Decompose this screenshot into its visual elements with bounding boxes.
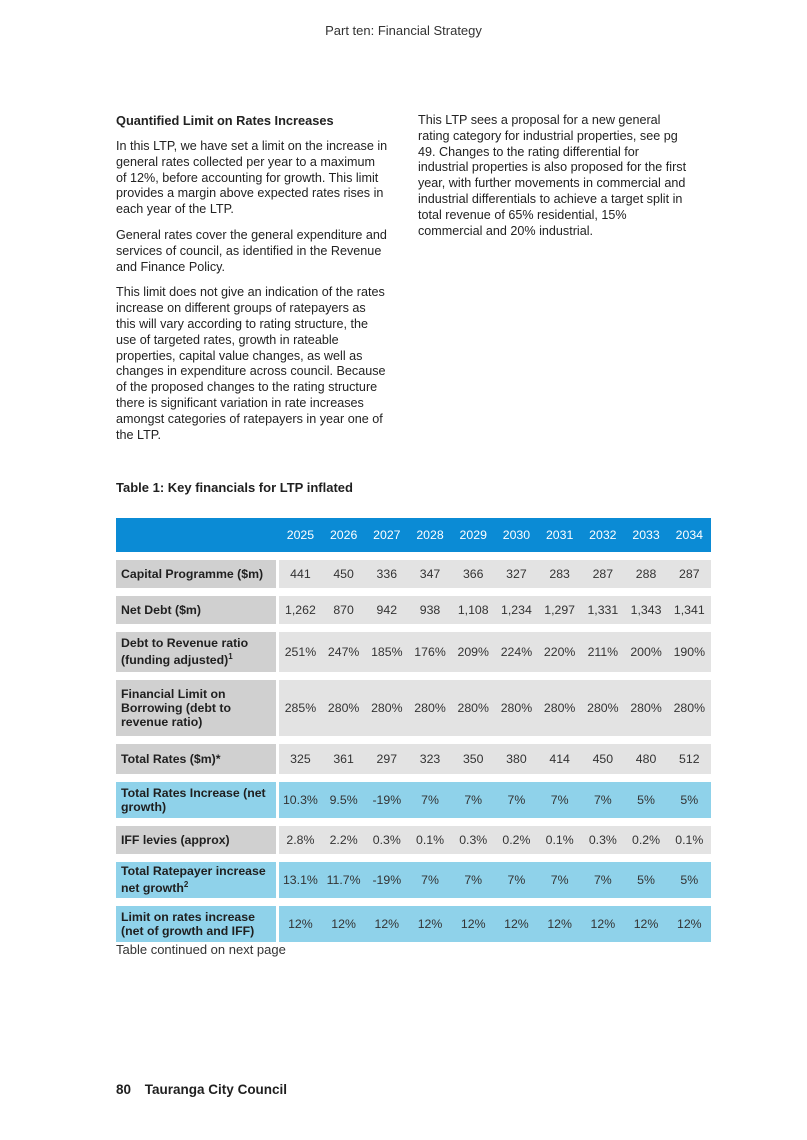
table-cell: 450: [581, 744, 624, 774]
year-header: 2034: [668, 518, 711, 552]
table-cell: 0.1%: [408, 826, 451, 854]
table-cell: 5%: [624, 862, 667, 898]
table-cell: 12%: [365, 906, 408, 942]
row-label: Total Rates ($m)*: [116, 744, 279, 774]
table-cell: 5%: [668, 862, 711, 898]
year-header: 2028: [408, 518, 451, 552]
row-label: Limit on rates increase (net of growth and IFF): [116, 906, 279, 942]
table-cell: 224%: [495, 632, 538, 672]
table-cell: 361: [322, 744, 365, 774]
table-cell: 280%: [322, 680, 365, 736]
table-row: [116, 906, 711, 942]
table-cell: 287: [668, 560, 711, 588]
table-cell: 1,262: [279, 596, 322, 624]
table-cell: 280%: [581, 680, 624, 736]
table-cell: 190%: [668, 632, 711, 672]
table-cell: 0.1%: [668, 826, 711, 854]
table-cell: 7%: [581, 862, 624, 898]
table-cell: 512: [668, 744, 711, 774]
table-cell: 12%: [408, 906, 451, 942]
table-cell: -19%: [365, 782, 408, 818]
table-cell: 287: [581, 560, 624, 588]
page-footer: [116, 1082, 287, 1097]
paragraph: General rates cover the general expenditure and services of council, as identified in the Revenue and Finance Policy.: [116, 227, 387, 274]
table-cell: 7%: [495, 862, 538, 898]
table-row: [116, 744, 711, 774]
year-header: 2027: [365, 518, 408, 552]
table-cell: 11.7%: [322, 862, 365, 898]
table-cell: 7%: [408, 862, 451, 898]
table-cell: 176%: [408, 632, 451, 672]
continued-note: Table continued on next page: [116, 942, 286, 957]
table-cell: 200%: [624, 632, 667, 672]
table-cell: 280%: [495, 680, 538, 736]
table-cell: 414: [538, 744, 581, 774]
table-cell: 211%: [581, 632, 624, 672]
table-cell: 7%: [452, 782, 495, 818]
table-row: [116, 862, 711, 898]
table-cell: 12%: [538, 906, 581, 942]
table-cell: 280%: [452, 680, 495, 736]
table-cell: 280%: [668, 680, 711, 736]
year-header: 2031: [538, 518, 581, 552]
row-label: Total Ratepayer increase net growth$^2$: [116, 862, 279, 898]
table-cell: 9.5%: [322, 782, 365, 818]
row-label: Net Debt ($m): [116, 596, 279, 624]
publisher-name: Tauranga City Council: [144, 1082, 288, 1097]
table-cell: 2.8%: [279, 826, 322, 854]
table-caption: Table 1: Key financials for LTP inflated: [116, 480, 353, 495]
table-cell: 7%: [495, 782, 538, 818]
year-header: 2032: [581, 518, 624, 552]
table-row: [116, 632, 711, 672]
right-column: [418, 113, 690, 249]
table-cell: 350: [452, 744, 495, 774]
row-label: Debt to Revenue ratio (funding adjusted)$^1$: [116, 632, 279, 672]
table-cell: 336: [365, 560, 408, 588]
table-cell: 280%: [538, 680, 581, 736]
table-cell: 1,341: [668, 596, 711, 624]
row-label: Total Rates Increase (net growth): [116, 782, 279, 818]
table-cell: 441: [279, 560, 322, 588]
paragraph: This LTP sees a proposal for a new general rating category for industrial properties, see pg 49. Changes to the rating differential for industrial properties is also proposed for the first year, with further movements in commercial and industrial differentials to achieve a target split in total revenue of 65% residential, 15% commercial and 20% industrial.: [418, 113, 687, 238]
table-cell: 938: [408, 596, 451, 624]
table-row: [116, 596, 711, 624]
header-label-cell: [116, 518, 279, 552]
table-cell: 480: [624, 744, 667, 774]
year-header: 2026: [322, 518, 365, 552]
year-header: 2029: [452, 518, 495, 552]
table-cell: 347: [408, 560, 451, 588]
paragraph: In this LTP, we have set a limit on the increase in general rates collected per year to a maximum of 12%, before accounting for growth. This limit provides a margin above expected rates rises in each year of the LTP.: [116, 139, 388, 217]
table-cell: 280%: [365, 680, 408, 736]
table-cell: -19%: [365, 862, 408, 898]
table-cell: 220%: [538, 632, 581, 672]
table-cell: 251%: [279, 632, 322, 672]
table-cell: 297: [365, 744, 408, 774]
row-label: Capital Programme ($m): [116, 560, 279, 588]
table-cell: 870: [322, 596, 365, 624]
table-cell: 12%: [581, 906, 624, 942]
footnote-marker: 2: [183, 880, 189, 890]
table-cell: 280%: [408, 680, 451, 736]
table-cell: 12%: [624, 906, 667, 942]
left-column: [116, 113, 388, 453]
table-cell: 7%: [408, 782, 451, 818]
page-number: 80: [116, 1082, 132, 1097]
table-cell: 1,297: [538, 596, 581, 624]
table-cell: 325: [279, 744, 322, 774]
table-cell: 0.2%: [495, 826, 538, 854]
table-cell: 366: [452, 560, 495, 588]
paragraph: This limit does not give an indication of the rates increase on different groups of ratepayers as this will vary according to rating structure, the use of targeted rates, growth in rateable properties, capital value changes, as well as changes in expenditure across council. Because of the proposed changes to the rating structure there is significant variation in rate increases amongst categories of ratepayers in year one of the LTP.: [116, 285, 386, 442]
table-cell: 209%: [452, 632, 495, 672]
table-row: [116, 560, 711, 588]
running-head: Part ten: Financial Strategy: [325, 23, 482, 38]
table-cell: 942: [365, 596, 408, 624]
table-cell: 1,108: [452, 596, 495, 624]
footnote-marker: 1: [228, 652, 233, 662]
table-cell: 450: [322, 560, 365, 588]
table-cell: 12%: [452, 906, 495, 942]
table-cell: 0.3%: [452, 826, 495, 854]
table-cell: 0.3%: [365, 826, 408, 854]
year-header: 2030: [495, 518, 538, 552]
table-cell: 12%: [495, 906, 538, 942]
table-cell: 12%: [322, 906, 365, 942]
table-row: [116, 680, 711, 736]
table-cell: 323: [408, 744, 451, 774]
year-header: 2025: [279, 518, 322, 552]
table-cell: 283: [538, 560, 581, 588]
table-cell: 1,234: [495, 596, 538, 624]
row-label: Financial Limit on Borrowing (debt to revenue ratio): [116, 680, 279, 736]
table-cell: 7%: [452, 862, 495, 898]
table-cell: 0.3%: [581, 826, 624, 854]
table-cell: 380: [495, 744, 538, 774]
table-cell: 1,343: [624, 596, 667, 624]
table-cell: 7%: [581, 782, 624, 818]
table-cell: 285%: [279, 680, 322, 736]
table-cell: 12%: [668, 906, 711, 942]
row-label: IFF levies (approx): [116, 826, 279, 854]
table-cell: 2.2%: [322, 826, 365, 854]
table-cell: 7%: [538, 782, 581, 818]
table-header-row: [116, 518, 711, 552]
table-cell: 247%: [322, 632, 365, 672]
table-cell: 0.2%: [624, 826, 667, 854]
table-cell: 327: [495, 560, 538, 588]
table-cell: 280%: [624, 680, 667, 736]
table-cell: 5%: [668, 782, 711, 818]
table-cell: 5%: [624, 782, 667, 818]
key-financials-table: [116, 518, 711, 942]
table-row: [116, 782, 711, 818]
table-cell: 288: [624, 560, 667, 588]
table-cell: 1,331: [581, 596, 624, 624]
table-cell: 0.1%: [538, 826, 581, 854]
table-row: [116, 826, 711, 854]
table-cell: 7%: [538, 862, 581, 898]
table-cell: 185%: [365, 632, 408, 672]
table-cell: 13.1%: [279, 862, 322, 898]
year-header: 2033: [624, 518, 667, 552]
section-heading: Quantified Limit on Rates Increases: [116, 113, 334, 128]
table-cell: 12%: [279, 906, 322, 942]
table-cell: 10.3%: [279, 782, 322, 818]
